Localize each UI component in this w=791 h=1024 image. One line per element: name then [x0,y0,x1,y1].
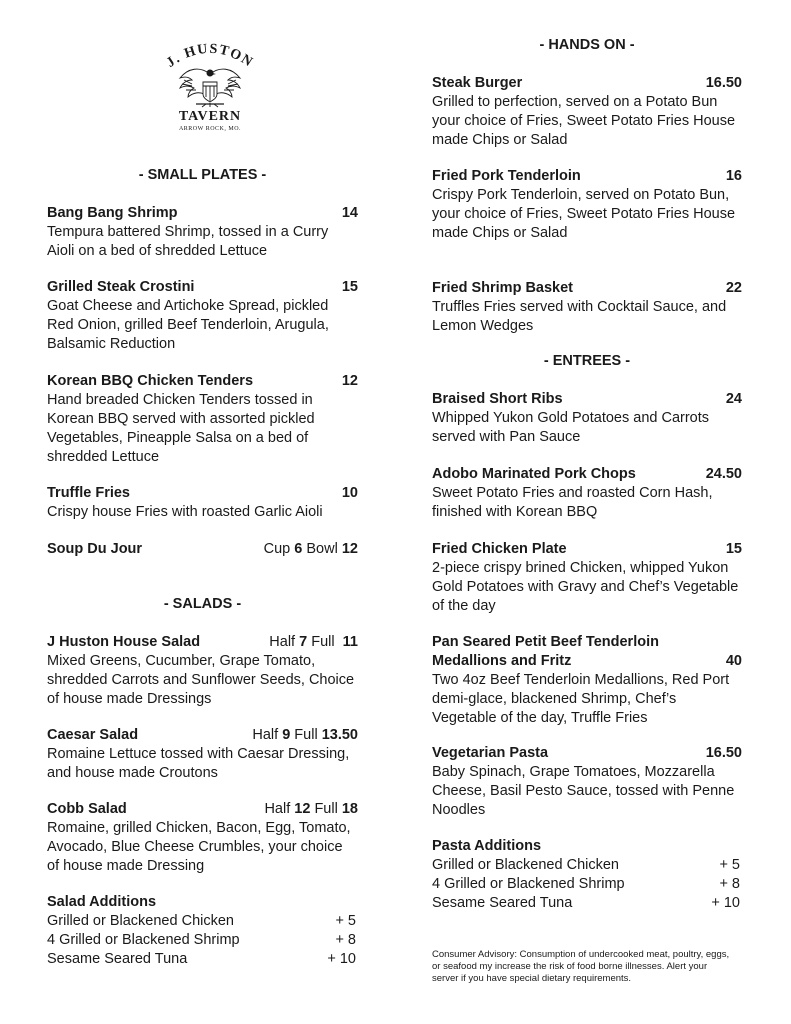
item-name: J Huston House Salad [47,634,201,650]
item-description: Mixed Greens, Cucumber, Grape Tomato, shredded Carrots and Sunflower Seeds, Choice of house made Dressings [47,653,355,707]
item-name: Adobo Marinated Pork Chops [432,466,636,482]
menu-item-adobo-pork-chops [432,465,742,522]
menu-item-soup-du-jour [47,540,358,559]
item-name: Truffle Fries [47,485,130,501]
item-description: Romaine, grilled Chicken, Bacon, Egg, Tomato, Avocado, Blue Cheese Crumbles, your choice of house made Dressing [47,820,351,874]
menu-item-bang-bang-shrimp [47,204,358,261]
menu-item-cobb-salad [47,800,358,876]
item-sizes [264,540,358,559]
item-name-line1: Pan Seared Petit Beef Tenderloin [432,634,659,650]
addition-name: Sesame Seared Tuna [432,895,573,911]
half-price: 9 [282,727,291,743]
item-price: 16.50 [705,75,742,91]
item-name: Braised Short Ribs [432,391,563,407]
menu-item-petit-beef-tenderloin [432,633,742,728]
item-name: Cobb Salad [47,801,127,817]
menu-item-grilled-steak-crostini [47,278,358,354]
tavern-logo [150,40,270,140]
item-description: 2-piece crispy brined Chicken, whipped Yukon Gold Potatoes with Gravy and Chef’s Vegetable of the day [432,560,739,614]
addition-name: Grilled or Blackened Chicken [432,857,619,873]
menu-item-korean-bbq-chicken-tenders [47,372,358,467]
menu-item-steak-burger [432,74,742,150]
menu-item-fried-chicken-plate [432,540,742,616]
pasta-additions-title: Pasta Additions [432,838,542,854]
item-price: 14 [341,205,358,221]
item-price: 24 [725,391,742,407]
item-price: 16.50 [705,745,742,761]
item-sizes [269,633,358,652]
cup-label: Cup [263,541,291,557]
item-price: 16 [725,168,742,184]
entrees-title: - ENTREES - [543,353,631,369]
half-label: Half [252,727,279,743]
addition-row [47,950,358,969]
eagle-crest-icon [178,64,242,108]
full-label: Full [294,727,318,743]
addition-price: + 5 [335,913,356,929]
salad-additions-title: Salad Additions [47,894,157,910]
half-label: Half [264,801,291,817]
full-price: 11 [342,634,358,650]
half-label: Half [269,634,296,650]
item-name: Caesar Salad [47,727,139,743]
item-name: Grilled Steak Crostini [47,279,195,295]
addition-name: Sesame Seared Tuna [47,951,188,967]
item-name: Korean BBQ Chicken Tenders [47,373,254,389]
item-description: Whipped Yukon Gold Potatoes and Carrots served with Pan Sauce [432,410,710,445]
item-price: 10 [341,485,358,501]
addition-name: 4 Grilled or Blackened Shrimp [47,932,240,948]
addition-name: 4 Grilled or Blackened Shrimp [432,876,625,892]
item-name-line2: Medallions and Fritz [432,653,572,669]
pasta-additions [432,837,742,913]
item-name: Fried Shrimp Basket [432,280,574,296]
menu-item-fried-pork-tenderloin [432,167,742,243]
menu-item-caesar-salad [47,726,358,783]
menu-item-house-salad [47,633,358,709]
menu-item-braised-short-ribs [432,390,742,447]
full-label: Full [311,634,335,650]
hands-on-title: - HANDS ON - [539,37,635,53]
item-description: Sweet Potato Fries and roasted Corn Hash, finished with Korean BBQ [432,485,713,520]
menu-item-vegetarian-pasta [432,744,742,820]
item-description: Baby Spinach, Grape Tomatoes, Mozzarella Cheese, Basil Pesto Sauce, tossed with Penne Noodles [432,764,735,818]
item-name: Fried Pork Tenderloin [432,168,581,184]
logo-place: ARROW ROCK, MO. [178,126,242,132]
addition-name: Grilled or Blackened Chicken [47,913,234,929]
cup-price: 6 [294,541,303,557]
half-price: 7 [299,634,308,650]
addition-row [47,912,358,931]
item-description: Tempura battered Shrimp, tossed in a Curry Aioli on a bed of shredded Lettuce [47,224,329,259]
item-name: Bang Bang Shrimp [47,205,178,221]
item-name: Vegetarian Pasta [432,745,549,761]
item-price: 24.50 [705,466,742,482]
addition-row [432,894,742,913]
addition-row [432,856,742,875]
item-name: Steak Burger [432,75,523,91]
addition-price: + 5 [719,857,740,873]
item-description: Crispy house Fries with roasted Garlic Aioli [47,504,323,520]
addition-row [47,931,358,950]
half-price: 12 [294,801,311,817]
item-description: Two 4oz Beef Tenderloin Medallions, Red Port demi-glace, blackened Shrimp, Chef’s Vegetable of the day, Truffle Fries [432,672,730,726]
item-price: 12 [341,373,358,389]
item-name: Soup Du Jour [47,541,143,557]
item-price: 40 [725,653,742,669]
addition-price: + 8 [719,876,740,892]
full-price: 18 [341,801,358,817]
salads-title: - SALADS - [163,596,242,612]
item-price: 22 [725,280,742,296]
item-price: 15 [725,541,742,557]
full-price: 13.50 [321,727,358,743]
item-sizes [264,800,358,819]
small-plates-title: - SMALL PLATES - [138,167,267,183]
item-sizes [252,726,358,745]
addition-price: + 10 [327,951,356,967]
item-description: Romaine Lettuce tossed with Caesar Dressing, and house made Croutons [47,746,350,781]
item-price: 15 [341,279,358,295]
menu-item-truffle-fries [47,484,358,522]
item-description: Goat Cheese and Artichoke Spread, pickled Red Onion, grilled Beef Tenderloin, Arugula, Balsamic Reduction [47,298,329,352]
menu-item-fried-shrimp-basket [432,279,742,336]
addition-price: + 10 [711,895,740,911]
svg-text:J. HUSTON: J. HUSTON [163,41,256,71]
addition-row [432,875,742,894]
consumer-advisory: Consumer Advisory: Consumption of undercooked meat, poultry, eggs, or seafood my increase the risk of food borne illnesses. Alert your server if you have special dietary requirements. [432,949,730,984]
item-name: Fried Chicken Plate [432,541,567,557]
item-description: Crispy Pork Tenderloin, served on Potato Bun, your choice of Fries, Sweet Potato Fries House made Chips or Salad [432,187,736,241]
addition-price: + 8 [335,932,356,948]
item-description: Grilled to perfection, served on a Potato Bun your choice of Fries, Sweet Potato Fries House made Chips or Salad [432,94,736,148]
item-description: Hand breaded Chicken Tenders tossed in Korean BBQ served with assorted pickled Vegetables, Pineapple Salsa on a bed of shredded Lettuce [47,392,315,465]
full-label: Full [314,801,338,817]
logo-tavern: TAVERN [178,109,242,124]
bowl-price: 12 [341,541,358,557]
salad-additions [47,893,358,969]
item-description: Truffles Fries served with Cocktail Sauce, and Lemon Wedges [432,299,727,334]
bowl-label: Bowl [306,541,338,557]
